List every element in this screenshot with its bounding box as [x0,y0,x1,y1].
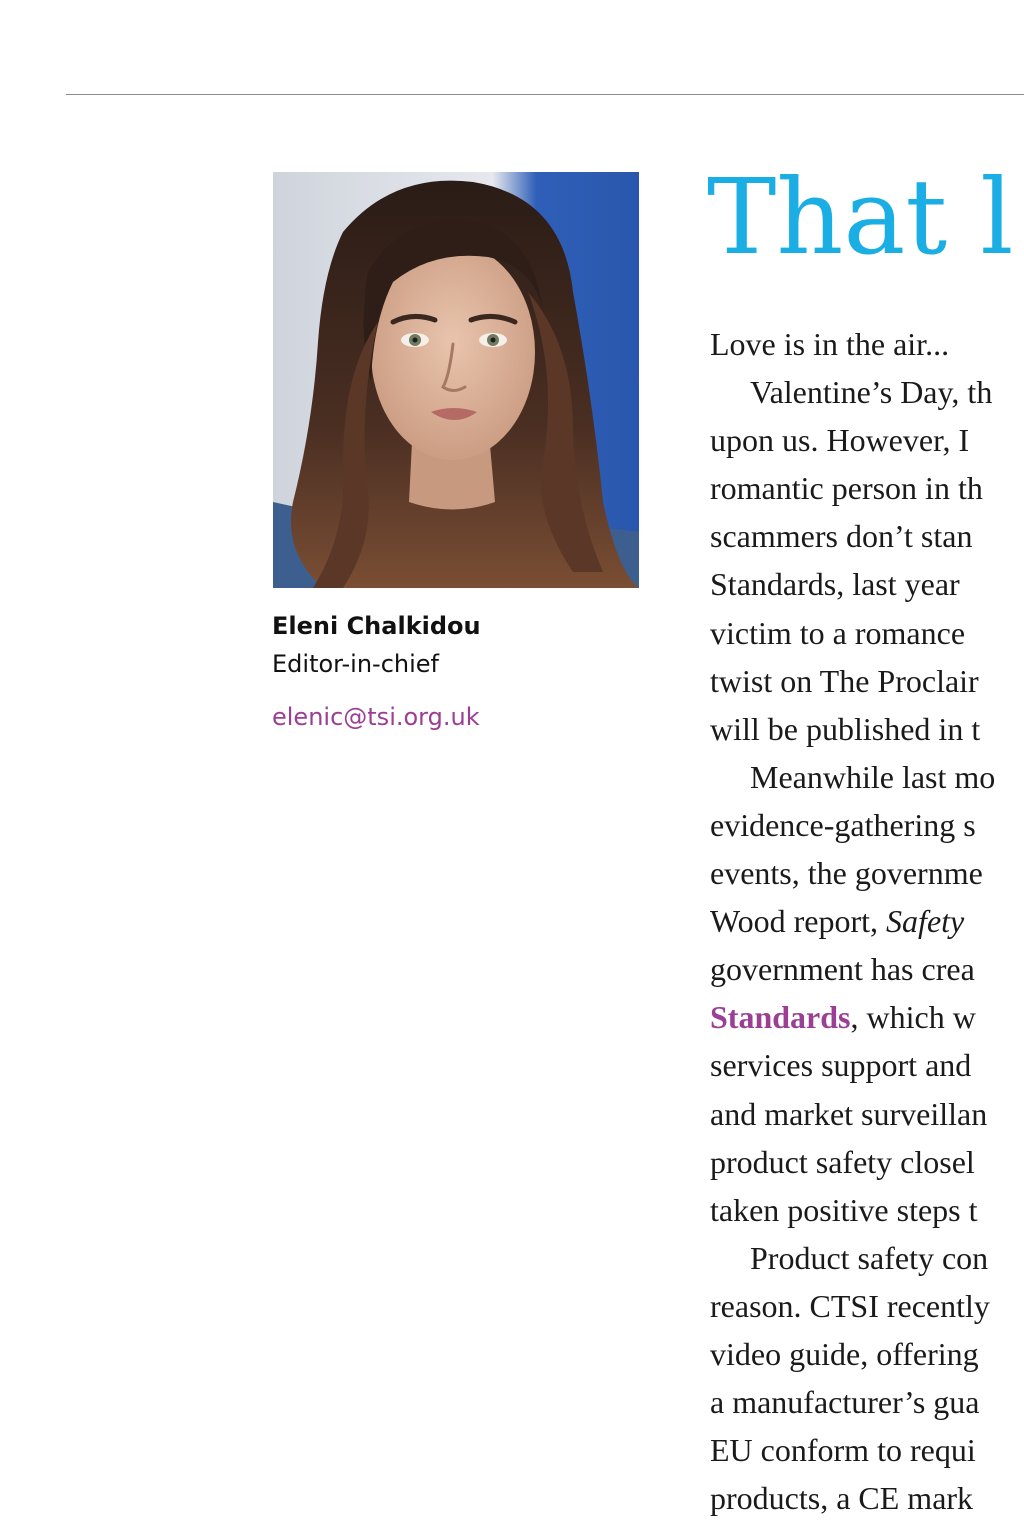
body-line: and market surveillan [710,1095,988,1132]
body-line: events, the governme [710,855,983,892]
body-line: video guide, offering [710,1335,979,1372]
body-line: EU conform to requi [710,1432,976,1469]
body-line: Love is in the air... [710,326,950,362]
author-name: Eleni Chalkidou [272,612,481,640]
body-line: victim to a romance [710,614,966,651]
body-line: twist on The Proclair [710,662,979,699]
top-divider [66,94,1024,95]
author-email-link[interactable]: elenic@tsi.org.uk [272,703,480,731]
body-line: product safety closel [710,1143,975,1180]
body-line: Standards, last year [710,566,960,603]
body-line: taken positive steps t [710,1191,978,1228]
body-line: reason. CTSI recently [710,1287,990,1324]
body-line: scammers don’t stan [710,518,973,555]
body-line [710,897,1024,945]
article-headline: That l [707,156,1014,278]
italic-title: Safety [886,903,965,940]
body-line: Meanwhile last mo [750,758,996,795]
body-line: services support and [710,1047,972,1084]
body-line: products, a CE mark [710,1480,974,1517]
body-text-span: Wood report, [710,903,887,940]
body-line: will be published in t [710,710,981,747]
body-line: a manufacturer’s gua [710,1384,980,1421]
body-text-span: , which w [850,999,976,1036]
author-portrait-photo [273,172,639,588]
inline-link[interactable]: Standards [710,999,851,1036]
body-line: evidence-gathering s [710,806,976,843]
article-body [710,320,1024,1522]
body-line: Valentine’s Day, th [750,374,993,411]
body-line: upon us. However, I [710,422,970,459]
body-line: Product safety con [750,1239,989,1276]
author-role: Editor-in-chief [272,650,439,678]
body-line: romantic person in th [710,470,983,507]
body-line [710,993,1024,1041]
body-line: government has crea [710,951,975,988]
